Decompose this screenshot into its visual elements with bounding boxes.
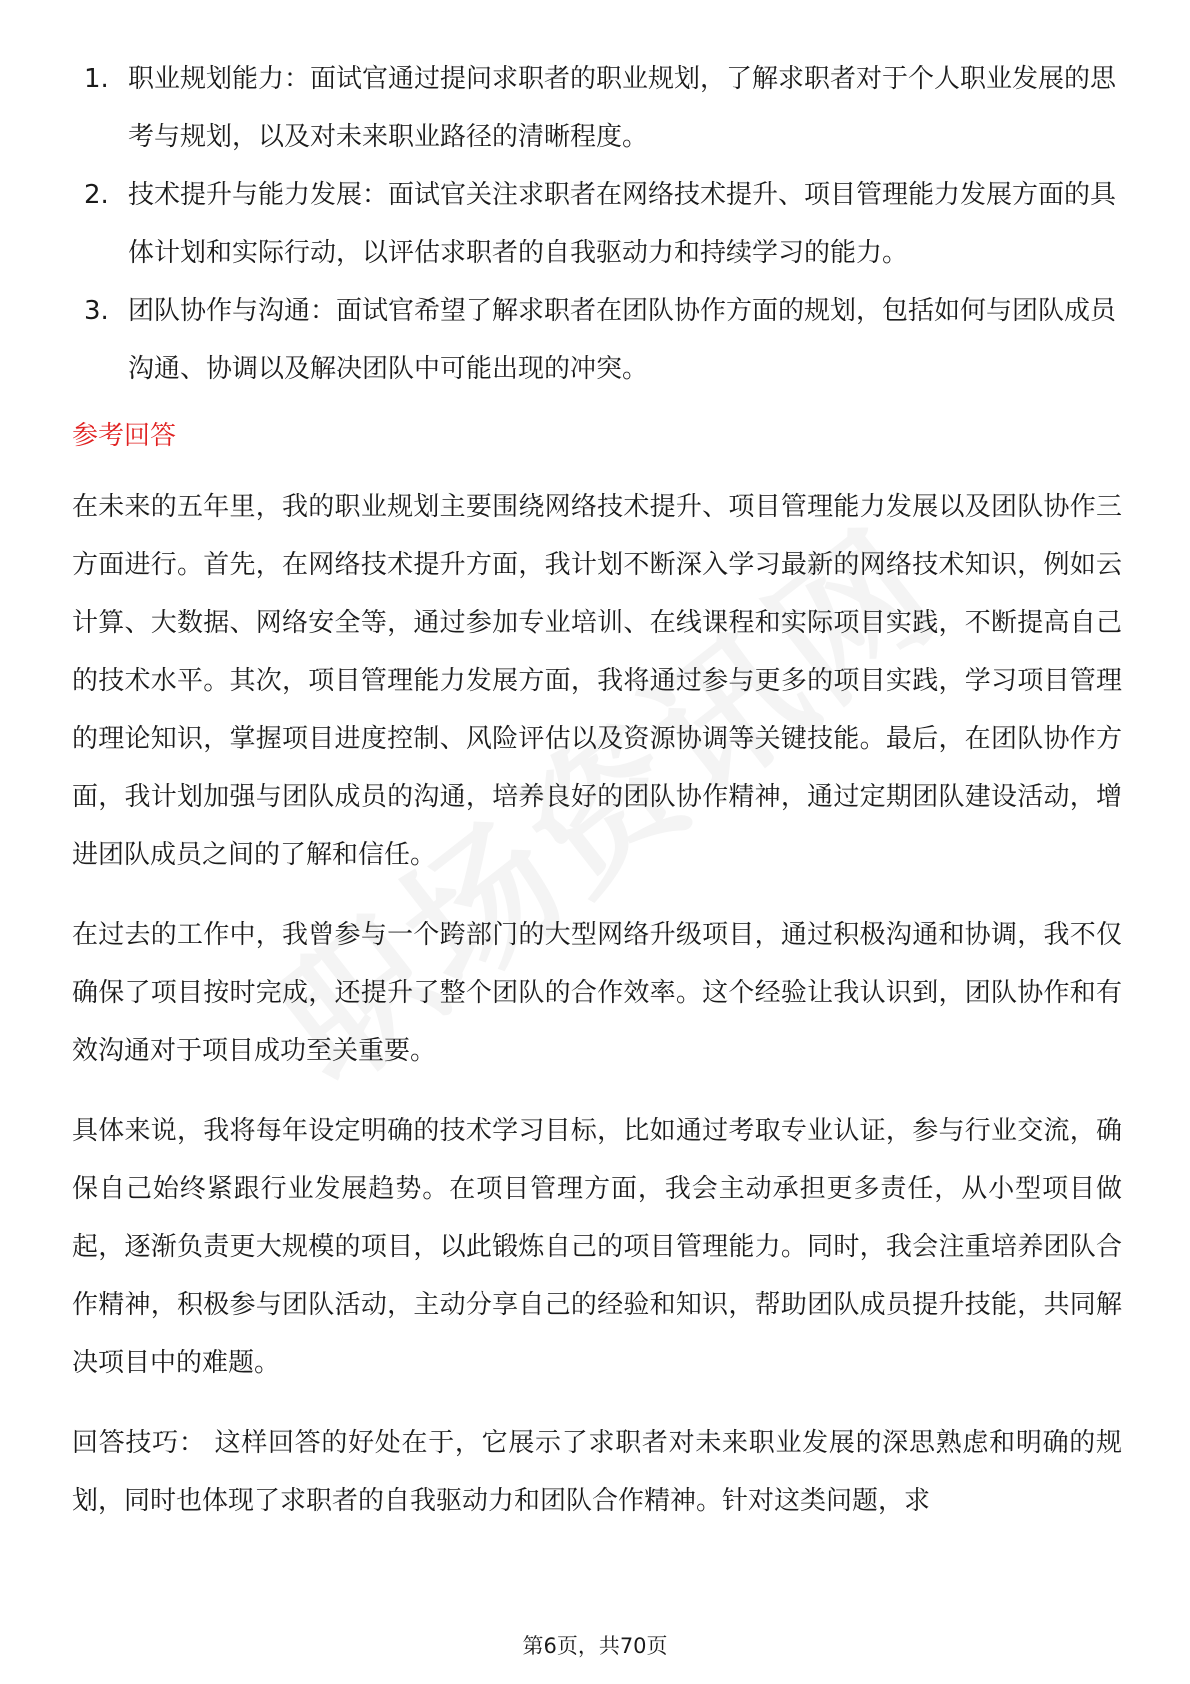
answer-paragraph: 在未来的五年里，我的职业规划主要围绕网络技术提升、项目管理能力发展以及团队协作三方面进行。首先，在网络技术提升方面，我计划不断深入学习最新的网络技术知识，例如云计算、大数据、网络安全等，通过参加专业培训、在线课程和实际项目实践，不断提高自己的技术水平。其次，项目管理能力发展方面，我将通过参与更多的项目实践，学习项目管理的理论知识，掌握项目进度控制、风险评估以及资源协调等关键技能。最后，在团队协作方面，我计划加强与团队成员的沟通，培养良好的团队协作精神，通过定期团队建设活动，增进团队成员之间的了解和信任。 [72,492,1122,870]
page-content [72,50,1122,1552]
answer-paragraph: 在过去的工作中，我曾参与一个跨部门的大型网络升级项目，通过积极沟通和协调，我不仅确保了项目按时完成，还提升了整个团队的合作效率。这个经验让我认识到，团队协作和有效沟通对于项目成功至关重要。 [72,920,1122,1066]
section-title: 参考回答 [72,421,177,451]
list-item-number: 2. [84,180,109,210]
evaluation-points-list [72,50,1122,398]
list-item-text: 技术提升与能力发展：面试官关注求职者在网络技术提升、项目管理能力发展方面的具体计划和实际行动，以评估求职者的自我驱动力和持续学习的能力。 [128,180,1117,268]
list-item-number: 1. [84,64,109,94]
list-item-text: 团队协作与沟通：面试官希望了解求职者在团队协作方面的规划，包括如何与团队成员沟通、协调以及解决团队中可能出现的冲突。 [128,296,1117,384]
list-item-text: 职业规划能力：面试官通过提问求职者的职业规划，了解求职者对于个人职业发展的思考与规划，以及对未来职业路径的清晰程度。 [128,64,1117,152]
answer-paragraph: 具体来说，我将每年设定明确的技术学习目标，比如通过考取专业认证，参与行业交流，确保自己始终紧跟行业发展趋势。在项目管理方面，我会主动承担更多责任，从小型项目做起，逐渐负责更大规模的项目，以此锻炼自己的项目管理能力。同时，我会注重培养团队合作精神，积极参与团队活动，主动分享自己的经验和知识，帮助团队成员提升技能，共同解决项目中的难题。 [72,1116,1122,1378]
list-item-number: 3. [84,296,109,326]
page-number: 第6页，共70页 [522,1634,668,1658]
answer-tip-paragraph: 回答技巧： 这样回答的好处在于，它展示了求职者对未来职业发展的深思熟虑和明确的规划，同时也体现了求职者的自我驱动力和团队合作精神。针对这类问题，求 [72,1428,1122,1516]
list-item [72,166,1122,282]
list-item [72,50,1122,166]
list-item [72,282,1122,398]
